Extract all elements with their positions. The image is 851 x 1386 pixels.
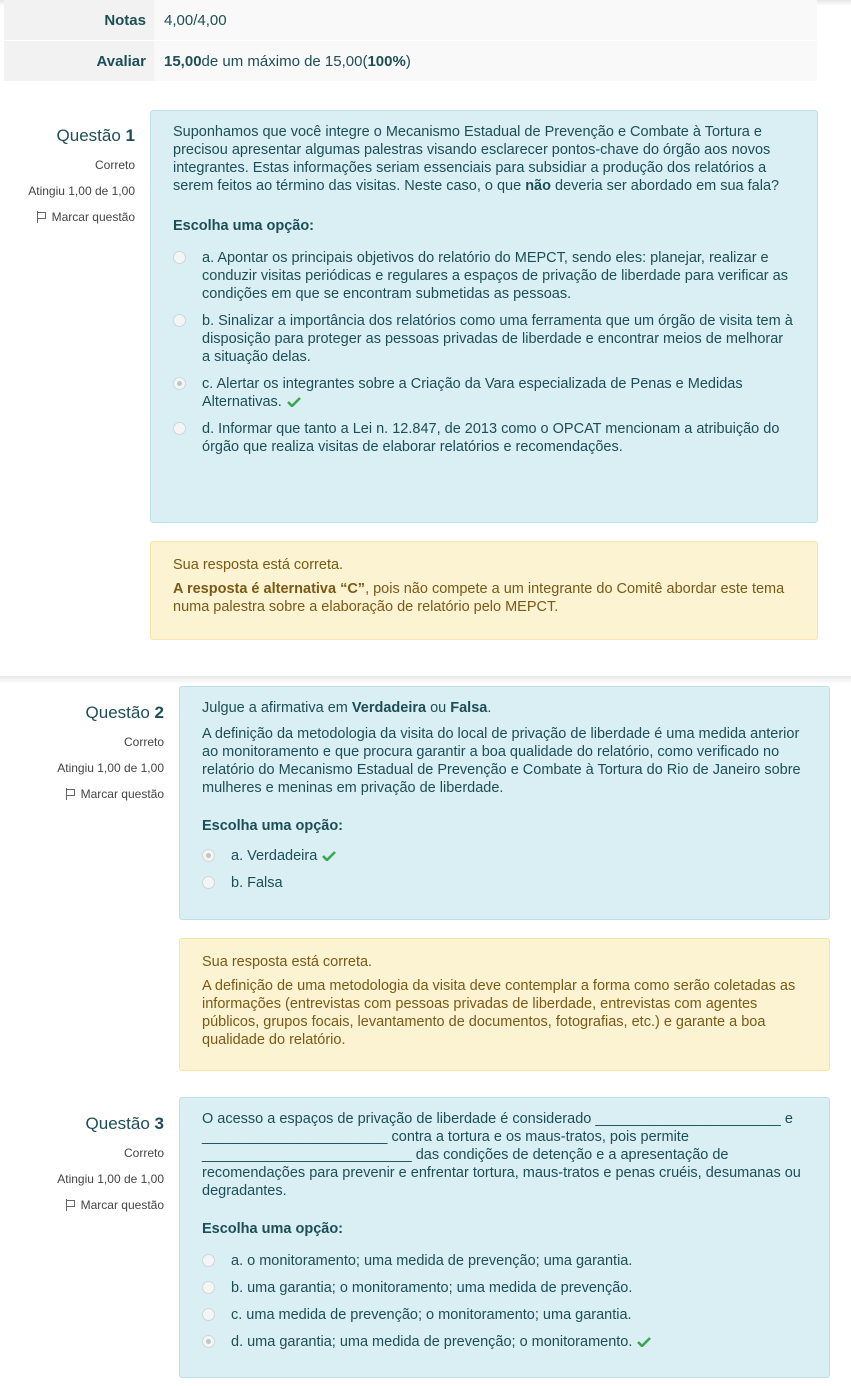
check-icon: [287, 397, 301, 407]
feedback-title: Sua resposta está correta.: [173, 557, 344, 573]
question-1-info: [10, 126, 135, 224]
intro-part: Julgue a afirmativa em: [202, 700, 352, 716]
question-1-feedback: [150, 541, 818, 640]
feedback-bold: A resposta é alternativa “C”: [173, 581, 366, 597]
question-1-option-d[interactable]: [173, 420, 795, 456]
option-label: c. Alertar os integrantes sobre a Criação da Vara especializada de Penas e Medidas Alternativas.: [202, 376, 743, 410]
question-1-flag[interactable]: [10, 210, 135, 224]
radio-button[interactable]: [202, 1281, 215, 1294]
question-3-title: [30, 1114, 164, 1134]
radio-button[interactable]: [173, 422, 186, 435]
question-prefix: Questão: [56, 126, 121, 145]
question-2-grade: Atingiu 1,00 de 1,00: [57, 761, 164, 775]
option-label: d. uma garantia; uma medida de prevenção; o monitoramento.: [231, 1334, 633, 1350]
question-2-statement: A definição da metodologia da visita do local de privação de liberdade é uma medida anterior ao monitoramento e que procura garantir a boa qualidade do relatório, como verificado no relatório do Mecanismo Estadual de Prevenção e Combate à Tortura do Rio de Janeiro sobre mulheres e meninas em privação de liberdade.: [202, 726, 801, 796]
question-2-prompt: Escolha uma opção:: [202, 818, 344, 834]
question-3-option-c[interactable]: [202, 1306, 807, 1324]
radio-button-selected[interactable]: [202, 1335, 215, 1348]
question-3-option-b[interactable]: [202, 1279, 807, 1297]
avaliar-end: ): [405, 52, 411, 70]
radio-button-selected[interactable]: [202, 849, 215, 862]
avaliar-percent: 100%: [367, 52, 406, 70]
feedback-answer: [173, 580, 795, 616]
question-2-box: [179, 686, 830, 920]
question-3-flag[interactable]: [30, 1198, 164, 1212]
question-1-text: [173, 123, 795, 195]
question-1-title: [10, 126, 135, 146]
radio-button-selected[interactable]: [173, 377, 186, 390]
question-prefix: Questão: [85, 703, 150, 722]
question-1-option-b[interactable]: [173, 312, 795, 366]
summary-row-notas: [4, 0, 817, 40]
question-1-grade: Atingiu 1,00 de 1,00: [28, 184, 135, 198]
notas-label: Notas: [4, 0, 154, 40]
feedback-rest: , pois não compete a um integrante do Comitê abordar este tema numa palestra sobre a elaboração de relatório pelo MEPCT.: [173, 581, 785, 615]
option-label: b. Falsa: [231, 875, 283, 891]
section-separator: [0, 676, 851, 684]
question-text-line: __________________________ das condições de detenção e a apresentação de recomendações para prevenir e enfrentar tortura, maus-tratos e penas cruéis, desumanas ou degradantes.: [202, 1147, 801, 1199]
radio-button[interactable]: [202, 876, 215, 889]
question-number: 1: [125, 126, 135, 145]
question-2-info: [30, 703, 164, 801]
option-label: b. uma garantia; o monitoramento; uma medida de prevenção.: [231, 1280, 633, 1296]
question-1-status: Correto: [94, 158, 135, 172]
check-icon: [637, 1337, 651, 1347]
question-3-option-a[interactable]: [202, 1252, 807, 1270]
radio-button[interactable]: [173, 314, 186, 327]
flag-label: Marcar questão: [80, 1198, 164, 1212]
question-text-part: Suponhamos que você integre o Mecanismo Estadual de Prevenção e Combate à Tortura e precisou apresentar algumas palestras visando esclarecer pontos-chave do órgão aos novos integrantes. Estas informações seriam essenciais para subsidiar a produção dos relatórios a serem feitos ao término das visitas. Neste caso, o que: [173, 124, 771, 194]
question-text-part: deveria ser abordado em sua fala?: [550, 178, 780, 194]
flag-icon: [36, 211, 47, 223]
question-1-option-c[interactable]: [173, 375, 795, 411]
notas-value: 4,00/4,00: [154, 0, 817, 40]
option-label-wrap: [202, 375, 795, 411]
summary-row-avaliar: [4, 40, 817, 81]
avaliar-mid: de um máximo de 15,00(: [201, 52, 368, 70]
intro-bold: Falsa: [450, 700, 488, 716]
flag-label: Marcar questão: [51, 210, 135, 224]
radio-button[interactable]: [173, 251, 186, 264]
question-3-status: Correto: [123, 1146, 164, 1160]
question-2-option-b[interactable]: [202, 874, 807, 892]
question-number: 3: [154, 1114, 164, 1133]
attempt-summary: [4, 0, 817, 81]
question-1-box: [150, 110, 818, 523]
intro-bold: Verdadeira: [351, 700, 427, 716]
option-label: c. uma medida de prevenção; o monitoramento; uma garantia.: [231, 1307, 632, 1323]
question-2-status: Correto: [123, 735, 164, 749]
check-icon: [322, 851, 336, 861]
option-label: b. Sinalizar a importância dos relatórios como uma ferramenta que um órgão de visita tem à disposição para proteger as pessoas privadas de liberdade e encontrar meios de melhorar a situação delas.: [202, 313, 793, 365]
question-2-feedback: [179, 938, 830, 1071]
question-2-option-a[interactable]: [202, 847, 807, 865]
flag-label: Marcar questão: [80, 787, 164, 801]
avaliar-score: 15,00: [164, 52, 202, 70]
question-2-intro: [202, 699, 807, 717]
flag-icon: [65, 1199, 76, 1211]
flag-icon: [65, 788, 76, 800]
intro-part: ou: [426, 700, 451, 716]
option-label: a. Verdadeira: [231, 848, 318, 864]
option-label: a. Apontar os principais objetivos do relatório do MEPCT, sendo eles: planejar, realizar e conduzir visitas periódicas e regulares a espaços de privação de liberdade para verificar as condições em que se encontram submetidas as pessoas.: [202, 250, 788, 302]
radio-button[interactable]: [202, 1308, 215, 1321]
option-label-wrap: [231, 1333, 651, 1351]
question-3-option-d[interactable]: [202, 1333, 807, 1351]
question-prefix: Questão: [85, 1114, 150, 1133]
question-3-info: [30, 1114, 164, 1212]
question-2-flag[interactable]: [30, 787, 164, 801]
question-3-grade: Atingiu 1,00 de 1,00: [57, 1172, 164, 1186]
question-text-line: _______________________ contra a tortura e os maus-tratos, pois permite: [202, 1129, 689, 1145]
option-label: a. o monitoramento; uma medida de prevenção; uma garantia.: [231, 1253, 633, 1269]
question-1-prompt: Escolha uma opção:: [173, 218, 315, 234]
intro-part: .: [487, 700, 492, 716]
question-2-title: [30, 703, 164, 723]
feedback-title: Sua resposta está correta.: [202, 954, 373, 970]
option-label: d. Informar que tanto a Lei n. 12.847, de 2013 como o OPCAT mencionam a atribuição do órgão que realiza visitas de elaborar relatórios e recomendações.: [202, 421, 780, 455]
question-number: 2: [154, 703, 164, 722]
question-1-option-a[interactable]: [173, 249, 795, 303]
avaliar-label: Avaliar: [4, 41, 154, 81]
feedback-text: A definição de uma metodologia da visita deve contemplar a forma como serão coletadas as informações (entrevistas com pessoas privadas de liberdade, entrevistas com agentes públicos, grupos focais, levantamento de documentos, fotografias, etc.) e garante a boa qualidade do relatório.: [202, 978, 796, 1048]
radio-button[interactable]: [202, 1254, 215, 1267]
option-label-wrap: [231, 847, 336, 865]
question-3-box: [179, 1097, 830, 1378]
avaliar-value: [154, 41, 817, 81]
question-text-bold: não: [525, 178, 551, 194]
question-3-prompt: Escolha uma opção:: [202, 1221, 344, 1237]
question-text-line: O acesso a espaços de privação de liberdade é considerado _______________________ e: [202, 1111, 793, 1127]
question-3-text: [202, 1110, 807, 1200]
